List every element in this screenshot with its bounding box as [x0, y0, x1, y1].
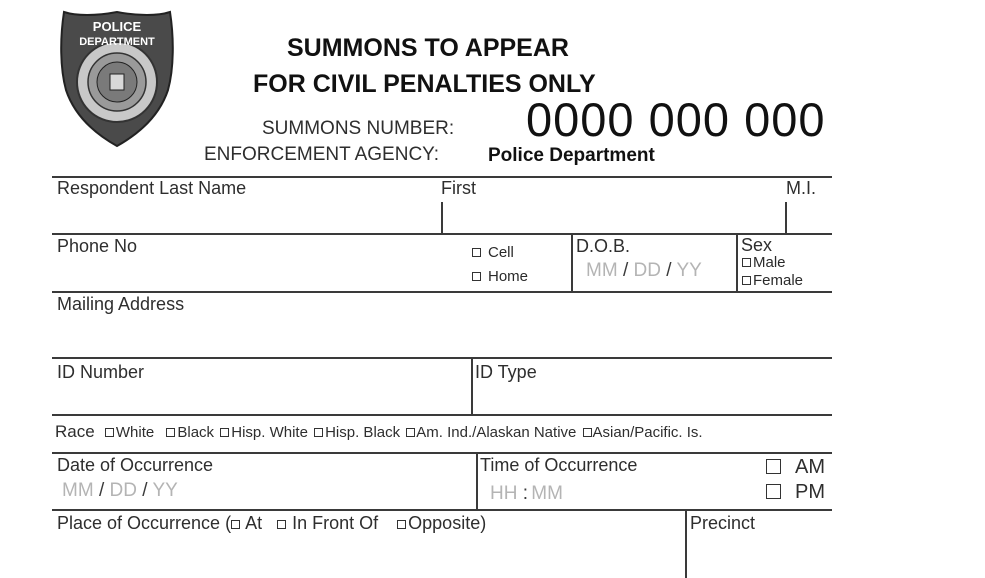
date-slash: / — [98, 480, 105, 501]
middle-initial-label: M.I. — [786, 178, 816, 198]
race-option-label: Hisp. White — [231, 424, 308, 441]
respondent-last-name-label: Respondent Last Name — [57, 178, 247, 198]
dob-month-placeholder: MM — [586, 260, 618, 281]
police-department-shield-logo — [58, 8, 176, 150]
place-in-front-of-label: In Front Of — [292, 513, 379, 533]
logo-top-text: POLICE — [92, 19, 142, 34]
place-of-occurrence-row — [57, 513, 486, 534]
am-checkbox[interactable] — [766, 456, 825, 479]
middle-initial-field[interactable] — [787, 198, 831, 232]
checkbox-square-icon — [277, 520, 286, 529]
place-of-occurrence-field[interactable] — [52, 538, 682, 576]
checkbox-square-icon — [472, 248, 481, 257]
divider — [736, 233, 738, 291]
checkbox-square-icon — [397, 520, 406, 529]
checkbox-square-icon — [220, 428, 229, 437]
pm-checkbox[interactable] — [766, 481, 825, 504]
female-checkbox[interactable] — [742, 272, 803, 289]
enforcement-agency-label: ENFORCEMENT AGENCY: — [204, 144, 440, 165]
male-checkbox[interactable] — [742, 254, 786, 271]
checkbox-square-icon — [314, 428, 323, 437]
checkbox-square-icon — [583, 428, 592, 437]
title-line-2: FOR CIVIL PENALTIES ONLY — [253, 70, 596, 98]
place-of-occurrence-label: Place of Occurrence ( — [57, 513, 232, 533]
date-month-placeholder: MM — [62, 480, 94, 501]
logo-mid-text: DEPARTMENT — [79, 36, 155, 48]
id-number-label: ID Number — [57, 362, 145, 382]
race-option-hisp-black[interactable] — [314, 424, 400, 441]
date-slash: / — [622, 260, 629, 281]
checkbox-square-icon — [766, 484, 781, 499]
id-number-field[interactable] — [52, 384, 468, 414]
male-label: Male — [753, 254, 786, 271]
mailing-address-label: Mailing Address — [57, 294, 185, 314]
divider — [476, 452, 478, 509]
checkbox-square-icon — [766, 459, 781, 474]
female-label: Female — [753, 272, 804, 289]
divider — [52, 452, 832, 454]
race-option-label: Black — [177, 424, 215, 441]
am-label: AM — [795, 456, 825, 478]
time-minute-placeholder: MM — [531, 483, 563, 504]
race-option-label: Am. Ind./Alaskan Native — [416, 424, 577, 441]
race-option-am-ind-alaskan-native[interactable] — [406, 424, 576, 441]
precinct-label: Precinct — [690, 513, 756, 533]
divider — [52, 357, 832, 359]
race-row — [55, 422, 703, 442]
title-line-1: SUMMONS TO APPEAR — [287, 34, 569, 62]
place-opposite-label: Opposite) — [408, 513, 487, 533]
place-in-front-of-checkbox[interactable] — [277, 513, 378, 533]
divider — [471, 357, 473, 415]
id-type-label: ID Type — [475, 362, 537, 382]
checkbox-square-icon — [472, 272, 481, 281]
last-name-field[interactable] — [52, 198, 440, 232]
checkbox-square-icon — [166, 428, 175, 437]
race-option-black[interactable] — [166, 424, 214, 441]
checkbox-square-icon — [406, 428, 415, 437]
first-name-label: First — [441, 178, 476, 198]
date-slash: / — [666, 260, 672, 281]
checkbox-square-icon — [742, 276, 751, 285]
time-hour-placeholder: HH — [490, 483, 518, 504]
home-label: Home — [488, 268, 529, 285]
race-option-label: Hisp. Black — [325, 424, 401, 441]
time-colon: : — [522, 483, 529, 504]
time-of-occurrence-label: Time of Occurrence — [480, 455, 638, 475]
race-option-label: Asian/Pacific. Is. — [592, 424, 703, 441]
divider — [52, 291, 832, 293]
checkbox-square-icon — [742, 258, 751, 267]
divider — [52, 509, 832, 511]
time-of-occurrence-field[interactable] — [490, 483, 563, 505]
dob-day-placeholder: DD — [633, 260, 661, 281]
sex-label: Sex — [741, 235, 773, 255]
precinct-field[interactable] — [688, 538, 832, 576]
place-opposite-checkbox[interactable] — [397, 513, 486, 533]
date-of-occurrence-label: Date of Occurrence — [57, 455, 214, 475]
place-at-checkbox[interactable] — [231, 513, 262, 533]
divider — [685, 509, 687, 578]
dob-year-placeholder: YY — [676, 260, 702, 281]
pm-label: PM — [795, 481, 825, 503]
home-checkbox[interactable] — [472, 268, 528, 285]
mailing-address-field[interactable] — [52, 316, 832, 356]
enforcement-agency-value: Police Department — [488, 145, 655, 166]
race-label: Race — [55, 422, 95, 441]
race-option-white[interactable] — [105, 424, 154, 441]
race-option-asian-pacific[interactable] — [583, 424, 703, 441]
cell-checkbox[interactable] — [472, 244, 514, 261]
phone-number-label: Phone No — [57, 236, 138, 256]
divider — [571, 233, 573, 291]
date-slash: / — [142, 480, 148, 501]
date-of-occurrence-field[interactable] — [62, 480, 178, 502]
divider — [52, 414, 832, 416]
id-type-field[interactable] — [474, 384, 832, 414]
date-day-placeholder: DD — [109, 480, 137, 501]
divider — [52, 233, 832, 235]
summons-number-value: 0000 000 000 — [526, 93, 826, 146]
dob-field[interactable] — [586, 260, 702, 282]
date-year-placeholder: YY — [152, 480, 178, 501]
dob-label: D.O.B. — [576, 236, 631, 256]
place-at-label: At — [245, 513, 263, 533]
summons-number-label: SUMMONS NUMBER: — [262, 118, 455, 139]
race-option-hisp-white[interactable] — [220, 424, 308, 441]
first-name-field[interactable] — [443, 198, 783, 232]
checkbox-square-icon — [231, 520, 240, 529]
cell-label: Cell — [488, 244, 514, 261]
checkbox-square-icon — [105, 428, 114, 437]
race-option-label: White — [115, 424, 155, 441]
